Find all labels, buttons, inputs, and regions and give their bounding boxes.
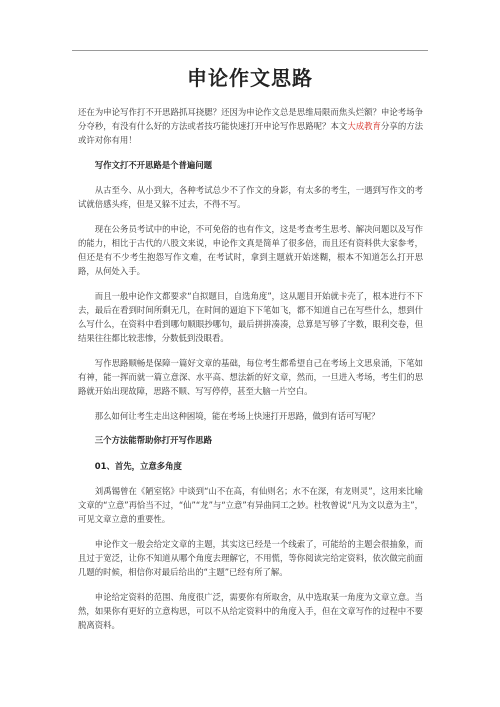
header-rule xyxy=(72,50,428,51)
paragraph: 现在公务员考试中的申论，不可免俗的也有作文，这是考查考生思考、解决问题以及写作的能力，相比于古代的八股文来说，申论作文真是简单了很多倍，而且还有资料供大家参考，但还是有不少考生抱怨写作文难，在考试时，拿到主题就开始迷糊，根本不知道怎么打开思路，从何处入手。 xyxy=(78,223,423,277)
subsection-heading: 01、首先，立意多角度 xyxy=(94,460,182,471)
paragraph: 申论给定资料的范围、角度很广泛，需要你有所取舍，从中选取某一角度为文章立意。当然，如果你有更好的立意构思，可以不从给定资料中的角度入手，但在文章写作的过程中不要脱离资料。 xyxy=(78,591,423,630)
section-heading: 写作文打不开思路是个普遍问题 xyxy=(94,159,213,170)
paragraph: 申论作文一般会给定文章的主题，其实这已经是一个线索了，可能给的主题会很抽象，而且过于宽泛，让你不知道从哪个角度去理解它，不用慌，等你阅读完给定资料，依次做完前面几题的时候，相信你对最后给出的“主题”已经有所了解。 xyxy=(78,538,423,578)
paragraph: 那么如何让考生走出这种困境，能在考场上快速打开思路，做到有话可写呢？ xyxy=(94,410,380,421)
section-heading: 三个方法能帮助你打开写作思路 xyxy=(94,435,213,446)
article-body xyxy=(78,105,423,642)
paragraph: 从古至今、从小到大，各种考试总少不了作文的身影，有太多的考生，一遇到写作文的考试就倍感头疼，但是又躲不过去，不得不写。 xyxy=(78,185,423,210)
brand-link[interactable]: 大成教育 xyxy=(347,121,381,132)
intro-text: 还在为申论写作打不开思路抓耳挠腮？还因为申论作文总是思维局限而焦头烂额？申论考场争分夺秒，有没有什么好的方法或者技巧能快速打开申论写作思路呢？本文 xyxy=(78,107,423,132)
intro-paragraph xyxy=(78,105,423,147)
paragraph: 刘禹锡曾在《陋室铭》中谈到“山不在高，有仙则名；水不在深，有龙则灵”，这用来比喻文章的“立意”再恰当不过，“仙”“龙”与“立意”有异曲同工之妙。杜牧曾说“凡为文以意为主”，可见文章立意的重要性。 xyxy=(78,486,423,525)
page-title: 申论作文思路 xyxy=(187,66,313,90)
intro-text-end: 分享的方法或许对你有用！ xyxy=(78,121,424,146)
paragraph: 而且一般申论作文都要求“自拟题目，自选角度”，这从题目开始就卡壳了，根本进行不下去，最后在看到时间所剩无几，在时间的逼迫下下笔如飞，都不知道自己在写些什么，想到什么写什么，在资料中看到哪句顺眼抄哪句，最后拼拼凑凑，总算是写够了字数，眼利交卷，但结果往往都比较悲惨，分数低到没眼看。 xyxy=(78,290,423,344)
paragraph: 写作思路顺畅是保障一篇好文章的基础，每位考生都希望自己在考场上文思泉涌，下笔如有神，能一挥而就一篇立意深、水平高、想法新的好文章，然而，一旦进入考场，考生们的思路就开始出现故障，思路不顺、写写停停，甚至大脑一片空白。 xyxy=(78,357,423,396)
